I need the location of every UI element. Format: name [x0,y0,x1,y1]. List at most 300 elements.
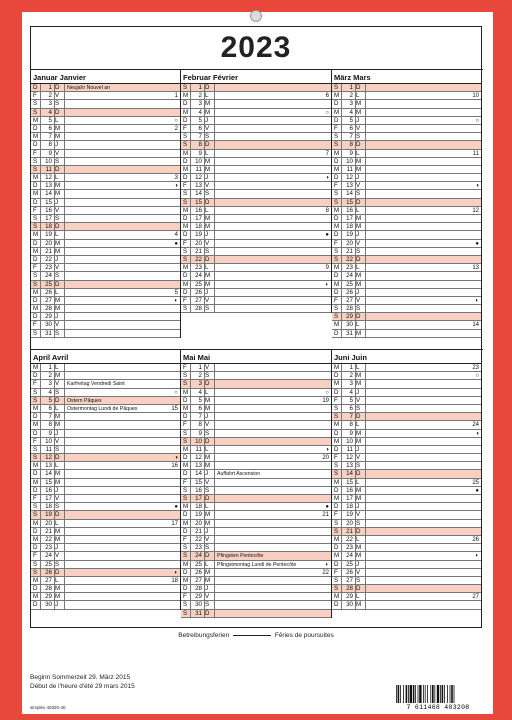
day-row[interactable] [332,364,481,372]
day-row[interactable] [332,158,481,166]
weekday-fr: D [356,470,361,478]
day-row[interactable] [332,544,481,552]
day-row[interactable] [332,561,481,569]
day-row[interactable] [181,289,331,297]
day-row[interactable] [332,372,481,380]
weekday-fr: M [205,108,211,116]
day-number: 3 [48,380,52,388]
day-row[interactable] [31,380,180,388]
day-row[interactable] [332,421,481,429]
day-row[interactable] [181,438,331,446]
weekday-de: D [183,413,188,421]
cell-divider [64,544,65,551]
weekday-de: M [334,165,340,173]
cell-divider [40,561,41,568]
day-row[interactable] [332,256,481,264]
weekday-fr: M [356,272,362,280]
day-row[interactable] [31,231,180,239]
day-row[interactable] [332,389,481,397]
weekday-de: D [183,174,188,182]
day-row[interactable] [31,215,180,223]
day-row[interactable] [332,446,481,454]
cell-divider [190,166,191,173]
day-row[interactable] [332,109,481,117]
day-row[interactable] [332,330,481,338]
day-row[interactable] [181,281,331,289]
weekday-fr: L [55,288,59,296]
cell-divider [355,133,356,140]
day-row[interactable] [181,495,331,503]
day-row[interactable] [332,413,481,421]
day-row[interactable] [181,577,331,585]
cell-divider [190,561,191,568]
day-row[interactable] [31,240,180,248]
day-row[interactable] [332,487,481,495]
day-row[interactable] [332,223,481,231]
day-row[interactable] [181,305,331,313]
day-number: 15 [346,198,353,206]
cell-divider [64,430,65,437]
day-row[interactable] [181,380,331,388]
week-number: 9 [325,265,329,272]
day-row[interactable] [31,389,180,397]
weekday-fr: D [205,198,210,206]
barcode-bar [408,685,409,703]
weekday-fr: L [205,560,209,568]
day-row[interactable] [31,281,180,289]
day-row[interactable] [31,158,180,166]
week-number: 25 [472,479,479,486]
day-row[interactable] [332,405,481,413]
week-number: 12 [472,207,479,214]
cell-divider [190,495,191,502]
day-row[interactable] [31,330,180,338]
weekday-de: S [334,313,339,321]
day-row[interactable] [332,536,481,544]
day-row[interactable] [181,511,331,519]
weekday-de: M [33,288,39,296]
day-row[interactable] [31,364,180,372]
day-row[interactable] [31,372,180,380]
day-row[interactable] [181,166,331,174]
weekday-fr: V [205,124,210,132]
weekday-fr: M [55,585,61,593]
day-row[interactable] [332,438,481,446]
day-row[interactable] [332,503,481,511]
day-row[interactable] [181,413,331,421]
day-number: 7 [198,413,202,421]
day-row[interactable] [31,405,180,413]
day-row[interactable] [31,289,180,297]
day-row[interactable] [181,446,331,454]
cell-divider [355,231,356,238]
day-row[interactable] [181,240,331,248]
week-number: 26 [472,536,479,543]
day-row[interactable] [181,272,331,280]
cell-divider [54,552,55,559]
day-row[interactable] [332,125,481,133]
day-row[interactable] [31,601,180,609]
day-row[interactable] [31,321,180,329]
day-row[interactable] [31,487,180,495]
day-row[interactable] [31,421,180,429]
day-row[interactable] [31,593,180,601]
moon-phase-icon: ◑ [325,446,329,453]
cell-divider [54,133,55,140]
cell-divider [40,601,41,608]
day-number: 14 [45,470,52,478]
day-row[interactable] [31,117,180,125]
day-row[interactable] [31,577,180,585]
weekday-de: S [334,141,339,149]
day-row[interactable] [31,585,180,593]
day-row[interactable] [31,174,180,182]
day-row[interactable] [31,397,180,405]
day-row[interactable] [181,182,331,190]
cell-divider [365,207,366,214]
day-row[interactable] [31,248,180,256]
day-row[interactable] [31,544,180,552]
day-row[interactable] [31,454,180,462]
week-number: 5 [174,289,178,296]
day-row[interactable] [31,536,180,544]
day-row[interactable] [181,397,331,405]
day-row[interactable] [181,389,331,397]
day-row[interactable] [332,305,481,313]
weekday-fr: D [356,313,361,321]
cell-divider [190,413,191,420]
cell-divider [64,487,65,494]
cell-divider [40,158,41,165]
day-row[interactable] [332,462,481,470]
cell-divider [365,231,366,238]
day-row[interactable] [181,264,331,272]
cell-divider [54,158,55,165]
weekday-de: S [183,437,188,445]
weekday-de: M [183,92,189,100]
cell-divider [355,100,356,107]
day-row[interactable] [31,462,180,470]
day-row[interactable] [31,264,180,272]
day-row[interactable] [181,215,331,223]
day-row[interactable] [31,479,180,487]
day-row[interactable] [31,199,180,207]
day-row[interactable] [332,297,481,305]
day-row[interactable] [181,158,331,166]
moon-phase-icon: ◐ [174,569,178,576]
cell-divider [214,215,215,222]
day-row[interactable] [332,248,481,256]
day-row[interactable] [31,413,180,421]
day-row[interactable] [31,495,180,503]
cell-divider [355,569,356,576]
day-row[interactable] [31,125,180,133]
day-row[interactable] [181,150,331,158]
day-number: 25 [195,280,202,288]
cell-divider [54,438,55,445]
day-row[interactable] [332,264,481,272]
day-row[interactable] [181,552,331,560]
day-number: 14 [346,470,353,478]
cell-divider [190,174,191,181]
cell-divider [341,601,342,608]
cell-divider [40,405,41,412]
cell-divider [40,100,41,107]
day-row[interactable] [332,454,481,462]
day-row[interactable] [332,215,481,223]
cell-divider [64,511,65,518]
day-row[interactable] [31,207,180,215]
day-row[interactable] [332,141,481,149]
cell-divider [214,166,215,173]
day-row[interactable] [332,380,481,388]
cell-divider [204,479,205,486]
day-number: 1 [198,364,202,371]
day-row[interactable] [181,297,331,305]
day-row[interactable] [31,190,180,198]
cell-divider [355,520,356,527]
day-row[interactable] [332,430,481,438]
cell-divider [341,182,342,189]
day-row[interactable] [332,100,481,108]
day-row[interactable] [332,207,481,215]
day-row[interactable] [332,190,481,198]
weekday-fr: M [356,544,362,552]
day-number: 13 [195,182,202,190]
cell-divider [214,511,215,518]
day-row[interactable] [332,289,481,297]
day-row[interactable] [332,585,481,593]
weekday-de: M [183,149,189,157]
barcode-bar [419,685,421,703]
day-row[interactable] [31,520,180,528]
day-row[interactable] [332,601,481,609]
day-row[interactable] [332,182,481,190]
day-row[interactable] [181,248,331,256]
day-row[interactable] [332,569,481,577]
weekday-fr: S [356,190,361,198]
day-row[interactable] [31,109,180,117]
cell-divider [64,248,65,255]
day-row[interactable] [332,117,481,125]
day-row[interactable] [181,528,331,536]
day-row[interactable] [181,84,331,92]
day-row[interactable] [31,511,180,519]
day-number: 1 [349,364,353,371]
day-row[interactable] [31,446,180,454]
weekday-de: M [183,264,189,272]
day-row[interactable] [332,231,481,239]
day-row[interactable] [31,272,180,280]
day-row[interactable] [31,438,180,446]
day-row[interactable] [31,141,180,149]
day-row[interactable] [181,141,331,149]
day-row[interactable] [31,84,180,92]
day-row[interactable] [181,256,331,264]
weekday-de: D [33,296,38,304]
day-row[interactable] [332,92,481,100]
cell-divider [204,405,205,412]
barcode-bar [454,685,455,703]
day-row[interactable] [332,593,481,601]
day-row[interactable] [31,313,180,321]
cell-divider [341,577,342,584]
day-row[interactable] [31,561,180,569]
day-row[interactable] [332,84,481,92]
day-number: 22 [195,535,202,543]
day-row[interactable] [31,503,180,511]
day-row[interactable] [181,190,331,198]
day-row[interactable] [181,454,331,462]
day-row[interactable] [332,150,481,158]
day-row[interactable] [31,223,180,231]
weekday-fr: M [356,437,362,445]
day-row[interactable] [181,207,331,215]
day-row[interactable] [181,174,331,182]
day-row[interactable] [31,166,180,174]
cell-divider [54,297,55,304]
weekday-de: D [33,601,38,609]
cell-divider [190,207,191,214]
day-row[interactable] [31,470,180,478]
day-row[interactable] [181,405,331,413]
cell-divider [190,503,191,510]
day-number: 29 [346,313,353,321]
cell-divider [365,182,366,189]
weekday-de: S [183,305,188,313]
day-row[interactable] [332,397,481,405]
day-row[interactable] [31,430,180,438]
day-row[interactable] [332,313,481,321]
day-row[interactable] [332,520,481,528]
day-row[interactable] [181,133,331,141]
day-row[interactable] [332,577,481,585]
day-row[interactable] [181,585,331,593]
day-row[interactable] [332,552,481,560]
day-row[interactable] [181,593,331,601]
day-row[interactable] [181,479,331,487]
day-row[interactable] [181,199,331,207]
day-row[interactable] [31,297,180,305]
day-row[interactable] [181,569,331,577]
day-row[interactable] [332,281,481,289]
cell-divider [204,544,205,551]
cell-divider [64,92,65,99]
day-row[interactable] [31,150,180,158]
weekday-fr: L [55,519,59,527]
cell-divider [214,462,215,469]
day-row[interactable] [332,495,481,503]
day-row[interactable] [332,272,481,280]
cell-divider [214,281,215,288]
day-row[interactable] [181,125,331,133]
cell-divider [355,413,356,420]
day-row[interactable] [181,503,331,511]
day-row[interactable] [332,240,481,248]
day-row[interactable] [181,109,331,117]
day-row[interactable] [181,561,331,569]
weekday-fr: J [356,503,360,511]
cell-divider [204,438,205,445]
day-row[interactable] [332,511,481,519]
day-row[interactable] [181,92,331,100]
cell-divider [355,397,356,404]
day-number: 3 [198,380,202,388]
day-row[interactable] [181,610,331,618]
day-number: 2 [349,372,353,380]
cell-divider [40,479,41,486]
day-row[interactable] [181,430,331,438]
weekday-de: S [334,519,339,527]
cell-divider [190,446,191,453]
day-row[interactable] [332,133,481,141]
day-row[interactable] [332,174,481,182]
day-number: 25 [45,280,52,288]
day-number: 23 [45,264,52,272]
weekday-fr: S [55,560,60,568]
day-row[interactable] [31,569,180,577]
cell-divider [40,470,41,477]
cell-divider [214,207,215,214]
day-row[interactable] [181,117,331,125]
weekday-de: S [334,255,339,263]
day-row[interactable] [181,421,331,429]
cell-divider [355,421,356,428]
day-row[interactable] [181,223,331,231]
day-row[interactable] [31,528,180,536]
day-row[interactable] [181,100,331,108]
weekday-fr: D [205,255,210,263]
weekday-de: D [334,174,339,182]
day-row[interactable] [181,470,331,478]
day-row[interactable] [181,231,331,239]
cell-divider [365,330,366,337]
day-row[interactable] [181,544,331,552]
weekday-de: D [334,157,339,165]
day-row[interactable] [181,520,331,528]
day-row[interactable] [181,536,331,544]
barcode-bar [451,685,453,703]
day-row[interactable] [31,92,180,100]
day-row[interactable] [181,462,331,470]
day-row[interactable] [332,199,481,207]
day-row[interactable] [31,100,180,108]
day-row[interactable] [181,601,331,609]
day-row[interactable] [332,470,481,478]
cell-divider [365,223,366,230]
day-row[interactable] [181,487,331,495]
weekday-de: F [33,264,37,272]
day-row[interactable] [332,528,481,536]
day-row[interactable] [181,372,331,380]
day-row[interactable] [31,305,180,313]
day-row[interactable] [31,182,180,190]
day-row[interactable] [31,552,180,560]
holiday-note: Ostermontag Lundi de Pâques [67,405,138,412]
day-row[interactable] [31,133,180,141]
cell-divider [355,585,356,592]
day-row[interactable] [181,364,331,372]
cell-divider [341,569,342,576]
day-row[interactable] [332,321,481,329]
weekday-fr: S [205,486,210,494]
day-row[interactable] [332,166,481,174]
week-number: 10 [472,93,479,100]
day-row[interactable] [332,479,481,487]
day-number: 23 [195,264,202,272]
weekday-de: S [183,380,188,388]
day-row[interactable] [31,256,180,264]
